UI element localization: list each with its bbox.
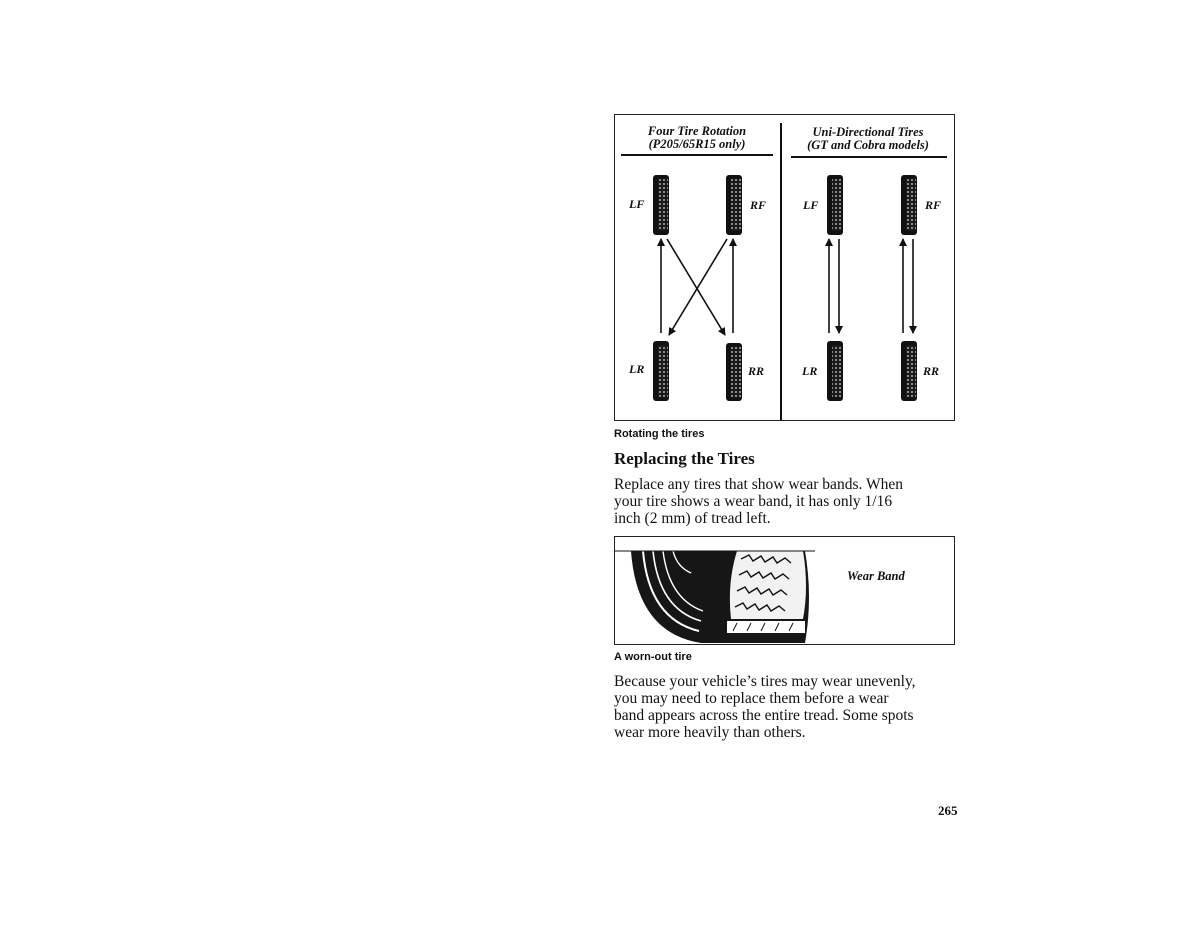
label-rr-right: RR: [923, 364, 940, 378]
label-lr-right: LR: [802, 364, 818, 378]
tire-icon-lr-right: [827, 341, 843, 401]
tire-rotation-figure: [614, 114, 955, 421]
rotation-arrows-left: [661, 239, 733, 335]
paragraph-line: band appears across the entire tread. Some spots: [614, 707, 914, 724]
tire-icon-rf-left: [726, 175, 742, 235]
paragraph-line: you may need to replace them before a wear: [614, 690, 889, 707]
tire-icon-lf-right: [827, 175, 843, 235]
four-tire-rotation-title: Four Tire Rotation (P205/65R15 only): [647, 124, 747, 151]
rotation-figure-caption: Rotating the tires: [614, 428, 705, 440]
paragraph-line: wear more heavily than others.: [614, 724, 806, 741]
tire-icon-rr-right: [901, 341, 917, 401]
tire-icon-rf-right: [901, 175, 917, 235]
wear-band-label: Wear Band: [847, 569, 905, 583]
page-number: 265: [938, 803, 958, 818]
paragraph-line: Replace any tires that show wear bands. When: [614, 476, 903, 493]
worn-tire-figure: [614, 536, 955, 645]
tire-icon-lf-left: [653, 175, 669, 235]
worn-tire-illustration: [615, 537, 954, 644]
uni-directional-title: Uni-Directional Tires (GT and Cobra models): [807, 125, 929, 152]
label-rf-right: RF: [925, 198, 942, 212]
label-rr-left: RR: [748, 364, 765, 378]
paragraph-line: your tire shows a wear band, it has only 1/16: [614, 493, 893, 510]
label-lr-left: LR: [629, 362, 645, 376]
worn-tire-caption: A worn-out tire: [614, 651, 692, 663]
tire-sidewall-icon: [631, 551, 809, 643]
paragraph-line: Because your vehicle’s tires may wear unevenly,: [614, 673, 916, 690]
label-lf-left: LF: [629, 197, 645, 211]
section-heading: Replacing the Tires: [614, 449, 755, 468]
rotation-arrows-right: [829, 239, 913, 333]
tire-icon-rr-left: [726, 343, 742, 401]
tire-icon-lr-left: [653, 341, 669, 401]
label-rf-left: RF: [750, 198, 767, 212]
rotation-diagram: [615, 115, 954, 420]
paragraph-line: inch (2 mm) of tread left.: [614, 510, 771, 527]
paragraph-uneven-wear: [614, 673, 959, 741]
paragraph-wear-bands: [614, 476, 959, 527]
label-lf-right: LF: [803, 198, 819, 212]
